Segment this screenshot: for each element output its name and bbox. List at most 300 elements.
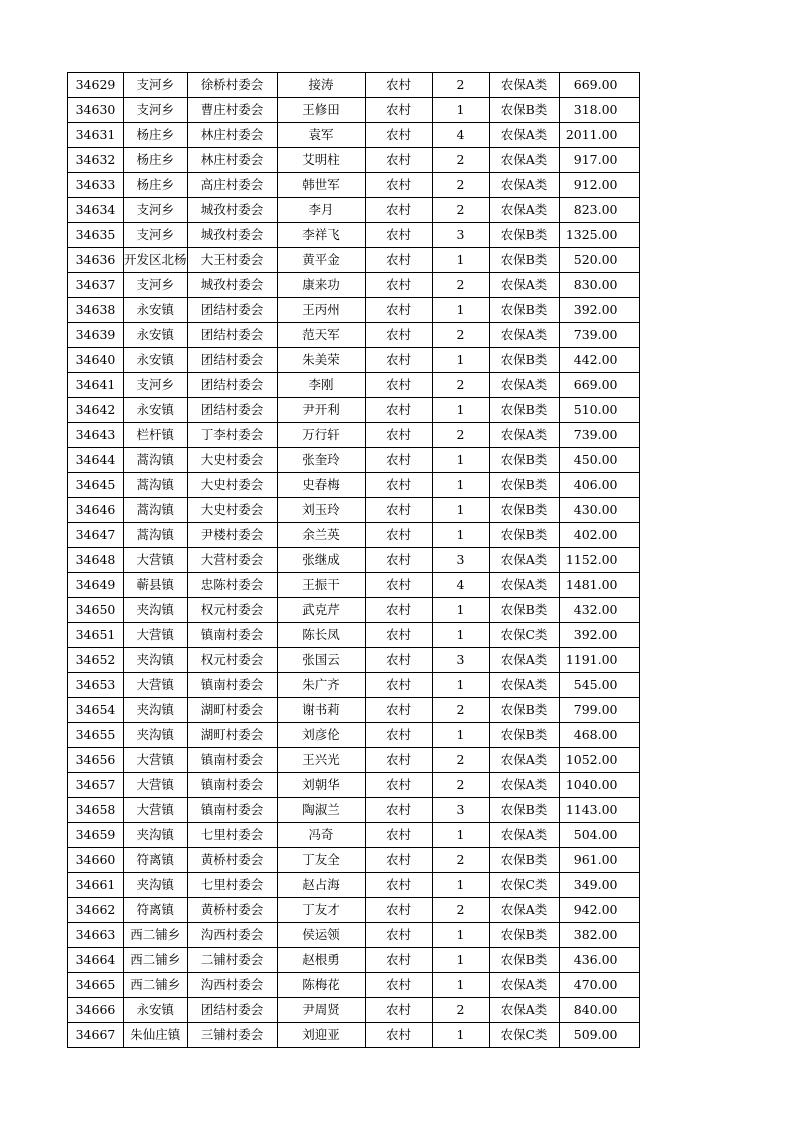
table-row xyxy=(68,773,640,798)
area-type-cell: 农村 xyxy=(365,998,432,1023)
table-row xyxy=(68,948,640,973)
amount-cell: 1040.00 xyxy=(559,773,639,798)
household-size-cell: 2 xyxy=(432,898,489,923)
township-cell: 符离镇 xyxy=(124,848,188,873)
amount-cell: 1481.00 xyxy=(559,573,639,598)
amount-cell: 739.00 xyxy=(559,323,639,348)
insurance-category-cell: 农保B类 xyxy=(489,248,559,273)
village-committee-cell: 大史村委会 xyxy=(187,448,277,473)
amount-cell: 504.00 xyxy=(559,823,639,848)
table-row xyxy=(68,348,640,373)
insurance-category-cell: 农保A类 xyxy=(489,898,559,923)
household-size-cell: 2 xyxy=(432,198,489,223)
person-name-cell: 李月 xyxy=(277,198,365,223)
township-cell: 西二铺乡 xyxy=(124,973,188,998)
insurance-category-cell: 农保B类 xyxy=(489,448,559,473)
roster-table xyxy=(67,72,640,1048)
person-name-cell: 侯运领 xyxy=(277,923,365,948)
table-row xyxy=(68,873,640,898)
record-id-cell: 34643 xyxy=(68,423,124,448)
household-size-cell: 3 xyxy=(432,223,489,248)
insurance-category-cell: 农保A类 xyxy=(489,573,559,598)
township-cell: 朱仙庄镇 xyxy=(124,1023,188,1048)
insurance-category-cell: 农保A类 xyxy=(489,198,559,223)
amount-cell: 509.00 xyxy=(559,1023,639,1048)
village-committee-cell: 大营村委会 xyxy=(187,548,277,573)
insurance-category-cell: 农保A类 xyxy=(489,673,559,698)
table-row xyxy=(68,798,640,823)
village-committee-cell: 大王村委会 xyxy=(187,248,277,273)
amount-cell: 520.00 xyxy=(559,248,639,273)
amount-cell: 545.00 xyxy=(559,673,639,698)
insurance-category-cell: 农保B类 xyxy=(489,723,559,748)
household-size-cell: 3 xyxy=(432,798,489,823)
record-id-cell: 34640 xyxy=(68,348,124,373)
area-type-cell: 农村 xyxy=(365,973,432,998)
table-row xyxy=(68,823,640,848)
table-row xyxy=(68,198,640,223)
amount-cell: 318.00 xyxy=(559,98,639,123)
record-id-cell: 34638 xyxy=(68,298,124,323)
record-id-cell: 34665 xyxy=(68,973,124,998)
person-name-cell: 赵根勇 xyxy=(277,948,365,973)
village-committee-cell: 二铺村委会 xyxy=(187,948,277,973)
amount-cell: 799.00 xyxy=(559,698,639,723)
village-committee-cell: 团结村委会 xyxy=(187,348,277,373)
area-type-cell: 农村 xyxy=(365,323,432,348)
amount-cell: 1143.00 xyxy=(559,798,639,823)
person-name-cell: 李刚 xyxy=(277,373,365,398)
amount-cell: 406.00 xyxy=(559,473,639,498)
township-cell: 符离镇 xyxy=(124,898,188,923)
amount-cell: 510.00 xyxy=(559,398,639,423)
person-name-cell: 艾明柱 xyxy=(277,148,365,173)
village-committee-cell: 团结村委会 xyxy=(187,373,277,398)
record-id-cell: 34635 xyxy=(68,223,124,248)
amount-cell: 349.00 xyxy=(559,873,639,898)
township-cell: 大营镇 xyxy=(124,623,188,648)
amount-cell: 470.00 xyxy=(559,973,639,998)
amount-cell: 840.00 xyxy=(559,998,639,1023)
household-size-cell: 2 xyxy=(432,373,489,398)
record-id-cell: 34648 xyxy=(68,548,124,573)
amount-cell: 382.00 xyxy=(559,923,639,948)
township-cell: 夹沟镇 xyxy=(124,823,188,848)
township-cell: 栏杆镇 xyxy=(124,423,188,448)
insurance-category-cell: 农保B类 xyxy=(489,698,559,723)
table-row xyxy=(68,548,640,573)
table-body xyxy=(68,73,640,1048)
insurance-category-cell: 农保B类 xyxy=(489,523,559,548)
table-row xyxy=(68,698,640,723)
person-name-cell: 陶淑兰 xyxy=(277,798,365,823)
person-name-cell: 刘迎亚 xyxy=(277,1023,365,1048)
person-name-cell: 韩世军 xyxy=(277,173,365,198)
township-cell: 永安镇 xyxy=(124,323,188,348)
household-size-cell: 2 xyxy=(432,998,489,1023)
area-type-cell: 农村 xyxy=(365,648,432,673)
table-row xyxy=(68,898,640,923)
township-cell: 永安镇 xyxy=(124,998,188,1023)
insurance-category-cell: 农保A类 xyxy=(489,973,559,998)
amount-cell: 1191.00 xyxy=(559,648,639,673)
record-id-cell: 34644 xyxy=(68,448,124,473)
table-row xyxy=(68,673,640,698)
insurance-category-cell: 农保B类 xyxy=(489,598,559,623)
record-id-cell: 34639 xyxy=(68,323,124,348)
amount-cell: 942.00 xyxy=(559,898,639,923)
village-committee-cell: 镇南村委会 xyxy=(187,673,277,698)
record-id-cell: 34656 xyxy=(68,748,124,773)
person-name-cell: 黄平金 xyxy=(277,248,365,273)
record-id-cell: 34637 xyxy=(68,273,124,298)
insurance-category-cell: 农保B类 xyxy=(489,848,559,873)
record-id-cell: 34647 xyxy=(68,523,124,548)
village-committee-cell: 丁李村委会 xyxy=(187,423,277,448)
township-cell: 支河乡 xyxy=(124,198,188,223)
area-type-cell: 农村 xyxy=(365,873,432,898)
township-cell: 蕲县镇 xyxy=(124,573,188,598)
record-id-cell: 34651 xyxy=(68,623,124,648)
village-committee-cell: 林庄村委会 xyxy=(187,148,277,173)
record-id-cell: 34652 xyxy=(68,648,124,673)
person-name-cell: 陈长凤 xyxy=(277,623,365,648)
area-type-cell: 农村 xyxy=(365,673,432,698)
person-name-cell: 刘彦伦 xyxy=(277,723,365,748)
village-committee-cell: 黄桥村委会 xyxy=(187,848,277,873)
township-cell: 夹沟镇 xyxy=(124,873,188,898)
village-committee-cell: 城孜村委会 xyxy=(187,223,277,248)
person-name-cell: 谢书莉 xyxy=(277,698,365,723)
table-row xyxy=(68,73,640,98)
amount-cell: 2011.00 xyxy=(559,123,639,148)
area-type-cell: 农村 xyxy=(365,598,432,623)
table-row xyxy=(68,223,640,248)
table-row xyxy=(68,323,640,348)
record-id-cell: 34666 xyxy=(68,998,124,1023)
village-committee-cell: 镇南村委会 xyxy=(187,773,277,798)
person-name-cell: 张继成 xyxy=(277,548,365,573)
area-type-cell: 农村 xyxy=(365,98,432,123)
insurance-category-cell: 农保B类 xyxy=(489,798,559,823)
person-name-cell: 万行轩 xyxy=(277,423,365,448)
table-row xyxy=(68,173,640,198)
village-committee-cell: 团结村委会 xyxy=(187,398,277,423)
area-type-cell: 农村 xyxy=(365,248,432,273)
township-cell: 永安镇 xyxy=(124,398,188,423)
table-row xyxy=(68,248,640,273)
person-name-cell: 张国云 xyxy=(277,648,365,673)
township-cell: 大营镇 xyxy=(124,798,188,823)
village-committee-cell: 城孜村委会 xyxy=(187,273,277,298)
township-cell: 蒿沟镇 xyxy=(124,523,188,548)
village-committee-cell: 徐桥村委会 xyxy=(187,73,277,98)
person-name-cell: 王丙州 xyxy=(277,298,365,323)
person-name-cell: 刘玉玲 xyxy=(277,498,365,523)
amount-cell: 1325.00 xyxy=(559,223,639,248)
area-type-cell: 农村 xyxy=(365,498,432,523)
person-name-cell: 尹开利 xyxy=(277,398,365,423)
table-row xyxy=(68,923,640,948)
area-type-cell: 农村 xyxy=(365,123,432,148)
township-cell: 大营镇 xyxy=(124,773,188,798)
record-id-cell: 34664 xyxy=(68,948,124,973)
area-type-cell: 农村 xyxy=(365,148,432,173)
amount-cell: 669.00 xyxy=(559,373,639,398)
person-name-cell: 冯奇 xyxy=(277,823,365,848)
township-cell: 西二铺乡 xyxy=(124,923,188,948)
amount-cell: 823.00 xyxy=(559,198,639,223)
township-cell: 支河乡 xyxy=(124,373,188,398)
table-row xyxy=(68,298,640,323)
household-size-cell: 1 xyxy=(432,823,489,848)
area-type-cell: 农村 xyxy=(365,773,432,798)
table-row xyxy=(68,998,640,1023)
household-size-cell: 2 xyxy=(432,148,489,173)
household-size-cell: 2 xyxy=(432,73,489,98)
record-id-cell: 34633 xyxy=(68,173,124,198)
amount-cell: 430.00 xyxy=(559,498,639,523)
township-cell: 蒿沟镇 xyxy=(124,473,188,498)
record-id-cell: 34661 xyxy=(68,873,124,898)
table-row xyxy=(68,373,640,398)
person-name-cell: 李祥飞 xyxy=(277,223,365,248)
township-cell: 杨庄乡 xyxy=(124,173,188,198)
township-cell: 杨庄乡 xyxy=(124,123,188,148)
insurance-category-cell: 农保B类 xyxy=(489,98,559,123)
table-row xyxy=(68,623,640,648)
township-cell: 杨庄乡 xyxy=(124,148,188,173)
table-row xyxy=(68,273,640,298)
table-row xyxy=(68,1023,640,1048)
household-size-cell: 2 xyxy=(432,273,489,298)
insurance-category-cell: 农保A类 xyxy=(489,548,559,573)
person-name-cell: 丁友全 xyxy=(277,848,365,873)
village-committee-cell: 黄桥村委会 xyxy=(187,898,277,923)
table-row xyxy=(68,473,640,498)
township-cell: 支河乡 xyxy=(124,73,188,98)
insurance-category-cell: 农保B类 xyxy=(489,298,559,323)
insurance-category-cell: 农保B类 xyxy=(489,473,559,498)
area-type-cell: 农村 xyxy=(365,748,432,773)
table-row xyxy=(68,723,640,748)
area-type-cell: 农村 xyxy=(365,423,432,448)
area-type-cell: 农村 xyxy=(365,298,432,323)
amount-cell: 432.00 xyxy=(559,598,639,623)
area-type-cell: 农村 xyxy=(365,173,432,198)
village-committee-cell: 沟西村委会 xyxy=(187,923,277,948)
household-size-cell: 1 xyxy=(432,673,489,698)
insurance-category-cell: 农保A类 xyxy=(489,823,559,848)
township-cell: 夹沟镇 xyxy=(124,648,188,673)
household-size-cell: 1 xyxy=(432,98,489,123)
record-id-cell: 34660 xyxy=(68,848,124,873)
household-size-cell: 2 xyxy=(432,773,489,798)
household-size-cell: 2 xyxy=(432,423,489,448)
household-size-cell: 1 xyxy=(432,348,489,373)
record-id-cell: 34650 xyxy=(68,598,124,623)
area-type-cell: 农村 xyxy=(365,373,432,398)
record-id-cell: 34645 xyxy=(68,473,124,498)
amount-cell: 468.00 xyxy=(559,723,639,748)
area-type-cell: 农村 xyxy=(365,223,432,248)
record-id-cell: 34654 xyxy=(68,698,124,723)
person-name-cell: 王修田 xyxy=(277,98,365,123)
area-type-cell: 农村 xyxy=(365,398,432,423)
township-cell: 永安镇 xyxy=(124,348,188,373)
village-committee-cell: 忠陈村委会 xyxy=(187,573,277,598)
household-size-cell: 1 xyxy=(432,448,489,473)
village-committee-cell: 尹楼村委会 xyxy=(187,523,277,548)
person-name-cell: 张奎玲 xyxy=(277,448,365,473)
amount-cell: 442.00 xyxy=(559,348,639,373)
insurance-category-cell: 农保C类 xyxy=(489,623,559,648)
person-name-cell: 尹周贤 xyxy=(277,998,365,1023)
area-type-cell: 农村 xyxy=(365,73,432,98)
record-id-cell: 34634 xyxy=(68,198,124,223)
household-size-cell: 1 xyxy=(432,873,489,898)
township-cell: 支河乡 xyxy=(124,273,188,298)
amount-cell: 917.00 xyxy=(559,148,639,173)
table-row xyxy=(68,98,640,123)
table-row xyxy=(68,848,640,873)
person-name-cell: 陈梅花 xyxy=(277,973,365,998)
village-committee-cell: 湖町村委会 xyxy=(187,698,277,723)
insurance-category-cell: 农保A类 xyxy=(489,173,559,198)
household-size-cell: 4 xyxy=(432,123,489,148)
township-cell: 支河乡 xyxy=(124,223,188,248)
village-committee-cell: 七里村委会 xyxy=(187,873,277,898)
household-size-cell: 1 xyxy=(432,948,489,973)
household-size-cell: 1 xyxy=(432,1023,489,1048)
area-type-cell: 农村 xyxy=(365,273,432,298)
township-cell: 大营镇 xyxy=(124,673,188,698)
person-name-cell: 余兰英 xyxy=(277,523,365,548)
village-committee-cell: 团结村委会 xyxy=(187,298,277,323)
township-cell: 夹沟镇 xyxy=(124,723,188,748)
village-committee-cell: 城孜村委会 xyxy=(187,198,277,223)
village-committee-cell: 团结村委会 xyxy=(187,323,277,348)
area-type-cell: 农村 xyxy=(365,473,432,498)
amount-cell: 1052.00 xyxy=(559,748,639,773)
household-size-cell: 3 xyxy=(432,648,489,673)
table-row xyxy=(68,573,640,598)
area-type-cell: 农村 xyxy=(365,548,432,573)
record-id-cell: 34658 xyxy=(68,798,124,823)
record-id-cell: 34655 xyxy=(68,723,124,748)
village-committee-cell: 湖町村委会 xyxy=(187,723,277,748)
village-committee-cell: 林庄村委会 xyxy=(187,123,277,148)
amount-cell: 436.00 xyxy=(559,948,639,973)
person-name-cell: 接涛 xyxy=(277,73,365,98)
person-name-cell: 范天军 xyxy=(277,323,365,348)
record-id-cell: 34662 xyxy=(68,898,124,923)
area-type-cell: 农村 xyxy=(365,573,432,598)
insurance-category-cell: 农保A类 xyxy=(489,773,559,798)
table-row xyxy=(68,148,640,173)
record-id-cell: 34646 xyxy=(68,498,124,523)
record-id-cell: 34629 xyxy=(68,73,124,98)
area-type-cell: 农村 xyxy=(365,898,432,923)
person-name-cell: 朱美荣 xyxy=(277,348,365,373)
insurance-category-cell: 农保B类 xyxy=(489,948,559,973)
insurance-category-cell: 农保C类 xyxy=(489,1023,559,1048)
record-id-cell: 34659 xyxy=(68,823,124,848)
amount-cell: 669.00 xyxy=(559,73,639,98)
insurance-category-cell: 农保A类 xyxy=(489,373,559,398)
person-name-cell: 袁军 xyxy=(277,123,365,148)
record-id-cell: 34642 xyxy=(68,398,124,423)
insurance-category-cell: 农保A类 xyxy=(489,273,559,298)
household-size-cell: 4 xyxy=(432,573,489,598)
township-cell: 大营镇 xyxy=(124,548,188,573)
person-name-cell: 史春梅 xyxy=(277,473,365,498)
area-type-cell: 农村 xyxy=(365,798,432,823)
amount-cell: 912.00 xyxy=(559,173,639,198)
insurance-category-cell: 农保B类 xyxy=(489,348,559,373)
record-id-cell: 34631 xyxy=(68,123,124,148)
insurance-category-cell: 农保A类 xyxy=(489,748,559,773)
amount-cell: 450.00 xyxy=(559,448,639,473)
amount-cell: 392.00 xyxy=(559,623,639,648)
person-name-cell: 康来功 xyxy=(277,273,365,298)
household-size-cell: 1 xyxy=(432,248,489,273)
township-cell: 蒿沟镇 xyxy=(124,448,188,473)
township-cell: 开发区北杨 xyxy=(124,248,188,273)
insurance-category-cell: 农保A类 xyxy=(489,123,559,148)
village-committee-cell: 三铺村委会 xyxy=(187,1023,277,1048)
village-committee-cell: 曹庄村委会 xyxy=(187,98,277,123)
area-type-cell: 农村 xyxy=(365,698,432,723)
record-id-cell: 34641 xyxy=(68,373,124,398)
township-cell: 永安镇 xyxy=(124,298,188,323)
household-size-cell: 1 xyxy=(432,598,489,623)
area-type-cell: 农村 xyxy=(365,523,432,548)
household-size-cell: 1 xyxy=(432,523,489,548)
area-type-cell: 农村 xyxy=(365,198,432,223)
area-type-cell: 农村 xyxy=(365,1023,432,1048)
record-id-cell: 34630 xyxy=(68,98,124,123)
village-committee-cell: 镇南村委会 xyxy=(187,623,277,648)
person-name-cell: 王振干 xyxy=(277,573,365,598)
household-size-cell: 3 xyxy=(432,548,489,573)
household-size-cell: 1 xyxy=(432,498,489,523)
person-name-cell: 刘朝华 xyxy=(277,773,365,798)
table-row xyxy=(68,748,640,773)
township-cell: 支河乡 xyxy=(124,98,188,123)
insurance-category-cell: 农保B类 xyxy=(489,223,559,248)
table-row xyxy=(68,423,640,448)
amount-cell: 830.00 xyxy=(559,273,639,298)
area-type-cell: 农村 xyxy=(365,448,432,473)
record-id-cell: 34649 xyxy=(68,573,124,598)
area-type-cell: 农村 xyxy=(365,348,432,373)
table-row xyxy=(68,498,640,523)
household-size-cell: 1 xyxy=(432,623,489,648)
person-name-cell: 丁友才 xyxy=(277,898,365,923)
household-size-cell: 1 xyxy=(432,723,489,748)
township-cell: 大营镇 xyxy=(124,748,188,773)
amount-cell: 961.00 xyxy=(559,848,639,873)
area-type-cell: 农村 xyxy=(365,823,432,848)
township-cell: 夹沟镇 xyxy=(124,698,188,723)
insurance-category-cell: 农保B类 xyxy=(489,923,559,948)
record-id-cell: 34667 xyxy=(68,1023,124,1048)
household-size-cell: 2 xyxy=(432,323,489,348)
insurance-category-cell: 农保C类 xyxy=(489,873,559,898)
household-size-cell: 2 xyxy=(432,848,489,873)
village-committee-cell: 权元村委会 xyxy=(187,598,277,623)
